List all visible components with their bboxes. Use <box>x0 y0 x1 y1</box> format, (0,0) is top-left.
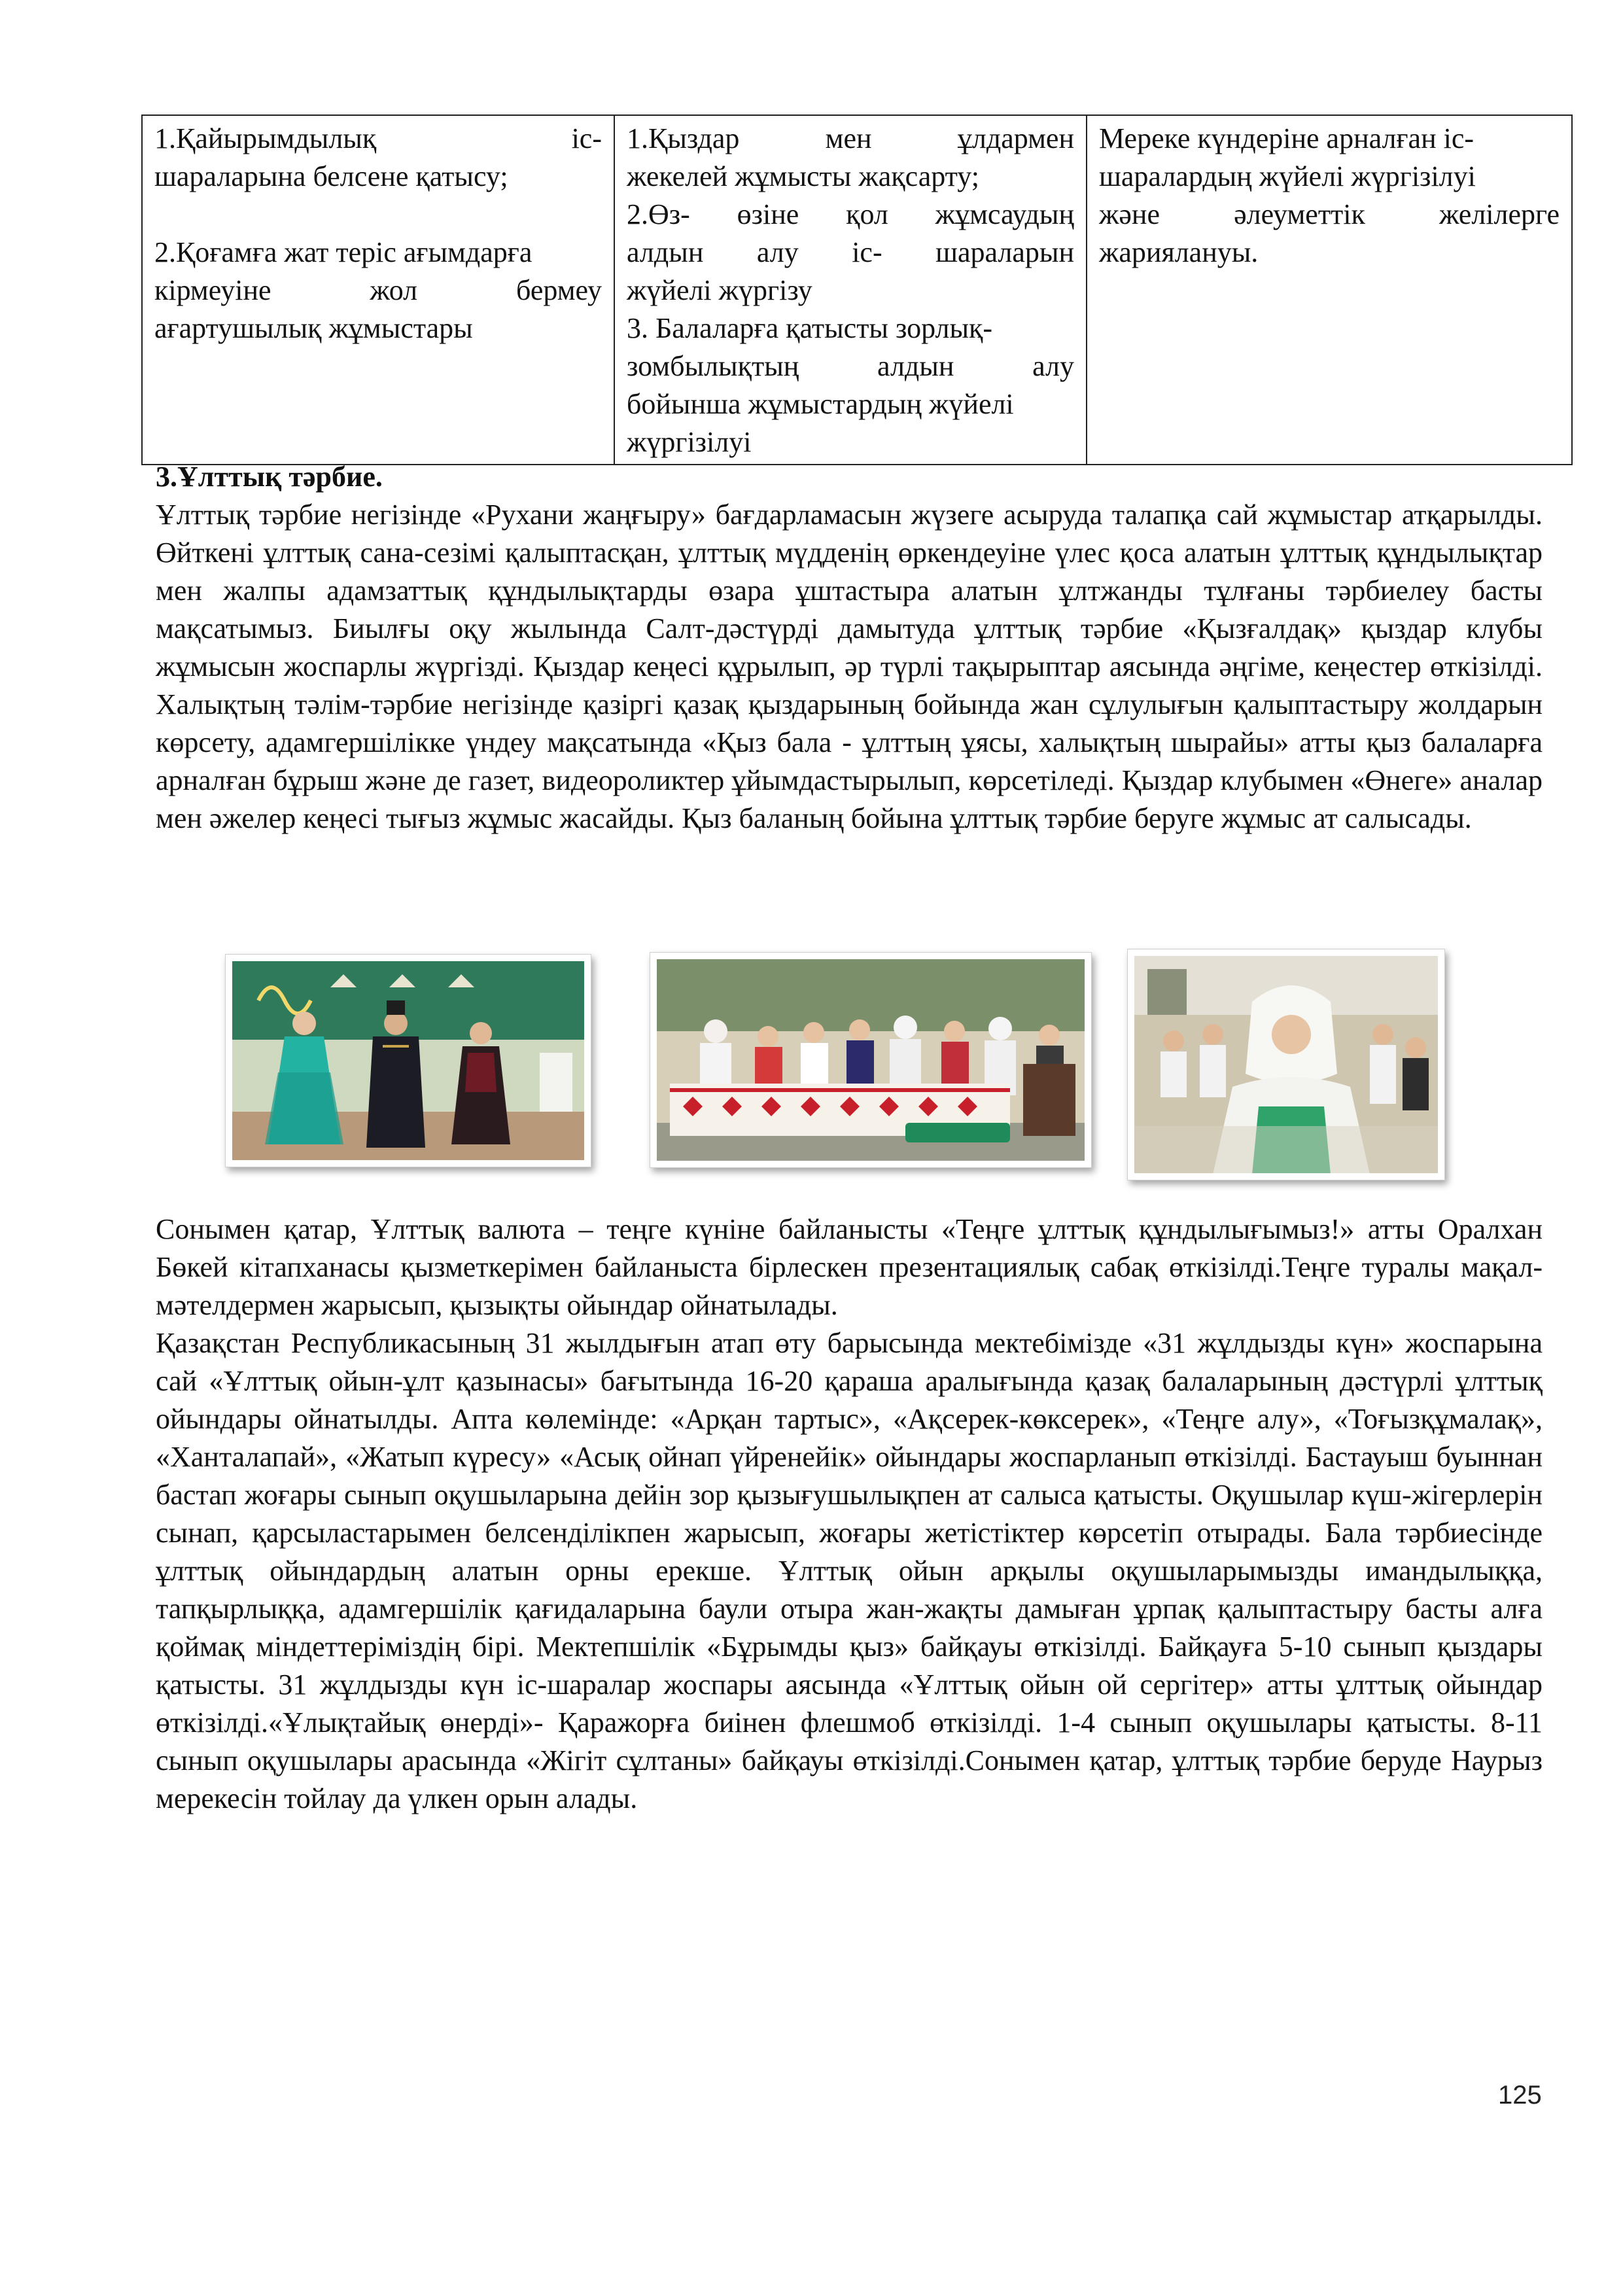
table-line: жекелей жұмысты жақсарту; <box>627 160 979 192</box>
table-line: 1.Қыздар мен ұлдармен <box>627 122 1074 154</box>
table-line: 2.Қоғамға жат теріс ағымдарға <box>154 236 532 268</box>
table-cell-results <box>1087 115 1572 465</box>
table-line: жүргізілуі <box>627 426 752 458</box>
section-heading: 3.Ұлттық тәрбие. <box>156 461 383 493</box>
photo-mothers-council <box>1127 949 1445 1180</box>
photo-stage-performance <box>225 954 591 1167</box>
table-row <box>142 115 1572 465</box>
page-number: 125 <box>1498 2081 1542 2110</box>
photo-girls-club-table <box>650 952 1092 1168</box>
table-line: 3. Балаларға қатысты зорлық- <box>627 312 993 344</box>
table-line: бойынша жұмыстардың жүйелі <box>627 388 1014 420</box>
table-line: және әлеуметтік желілерге <box>1099 198 1560 230</box>
table-line: 1.Қайырымдылық іс- <box>154 122 602 154</box>
table-line: зомбылықтың алдын алу <box>627 350 1074 382</box>
table-line: 2.Өз- өзіне қол жұмсаудың <box>627 198 1074 230</box>
paragraph-national-education: Ұлттық тәрбие негізінде «Рухани жаңғыру» бағдарламасын жүзеге асыруда талапқа сай жұмыстар атқарылды. Өйткені ұлттық сана-сезімі қалыптасқан, ұлттық мүдденің өркендеуіне үлес қоса алатын ұлттық құндылықтар мен жалпы адамзаттық құндылықтарды өзара ұштастыра алатын ұлтжанды тұлғаны тәрбиелеу басты мақсатымыз. Биылғы оқу жылында Салт-дәстүрді дамытуда ұлттық тәрбие «Қызғалдақ» қыздар клубы жұмысын жоспарлы жүргізді. Қыздар кеңесі құрылып, әр түрлі тақырыптар аясында әңгіме, кеңестер өткізілді. Халықтың тәлім-тәрбие негізінде қазіргі қазақ қыздарының бойында жан сұлулығын қалыптастыру жолдарын көрсету, адамгершілікке үндеу мақсатында «Қыз бала - ұлттың ұясы, халықтың шырайы» атты қыз балаларға арналған бұрыш және де газет, видеороликтер ұйымдастырылып, көрсетіледі. Қыздар клубымен «Өнеге» аналар мен әжелер кеңесі тығыз жұмыс жасайды. Қыз баланың бойына ұлттық тәрбие беруге жұмыс ат салысады. <box>156 499 1543 834</box>
table-line: жүйелі жүргізу <box>627 274 812 306</box>
table-line: шаралардың жүйелі жүргізілуі <box>1099 160 1476 192</box>
table-cell-events <box>142 115 614 465</box>
table-cell-work <box>614 115 1087 465</box>
table-line: шараларына белсене қатысу; <box>154 160 508 192</box>
table-line: алдын алу іс- шараларын <box>627 236 1074 268</box>
table-line: ағартушылық жұмыстары <box>154 312 473 344</box>
table-line: Мереке күндеріне арналған іс- <box>1099 122 1475 154</box>
table-line: жариялануы. <box>1099 236 1259 268</box>
paragraph-national-games: Қазақстан Республикасының 31 жылдығын атап өту барысында мектебімізде «31 жұлдызды күн» жоспарына сай «Ұлттық ойын-ұлт қазынасы» бағытында 16-20 қараша аралығында қазақ балаларының дәстүрлі ұлттық ойындары ойнатылды. Апта көлемінде: «Арқан тартыс», «Ақсерек-көксерек», «Теңге алу», «Тоғызқұмалақ», «Ханталапай», «Жатып күресу» «Асық ойнап үйренейік» ойындары жоспарланып өткізілді. Бастауыш буыннан бастап жоғары сынып оқушыларына дейін зор қызығушылықпен ат салыса қатысты. Оқушылар күш-жігерлерін сынап, қарсыластарымен белсенділікпен жарысып, жоғары жетістіктер көрсетіп отырады. Бала тәрбиесінде ұлттық ойындардың алатын орны ерекше. Ұлттық ойын арқылы оқушыларымызды имандылыққа, тапқырлыққа, адамгершілік қағидаларына баули отыра жан-жақты дамыған ұрпақ қалыптастыру басты алға қоймақ міндеттеріміздің бірі. Мектепшілік «Бұрымды қыз» байқауы өткізілді. Байқауға 5-10 сынып қыздары қатысты. 31 жұлдызды күн іс-шаралар жоспары аясында «Ұлттық ойын ой сергітер» атты ұлттық ойындар өткізілді.«Ұлықтайық өнерді»- Қаражорға биінен флешмоб өткізілді. 1-4 сынып оқушылары қатысты. 8-11 сынып оқушылары арасында «Жігіт сұлтаны» байқауы өткізілді.Сонымен қатар, ұлттық тәрбие беруде Наурыз мерекесін тойлау да үлкен орын алады. <box>156 1327 1543 1814</box>
plan-table <box>141 115 1573 465</box>
table-line: кірмеуіне жол бермеу <box>154 274 602 306</box>
paragraph-tenge-day: Сонымен қатар, Ұлттық валюта – теңге күніне байланысты «Теңге ұлттық құндылығымыз!» атты Оралхан Бөкей кітапханасы қызметкерімен байланыста бірлескен презентациялық сабақ өткізілді.Теңге туралы мақал- мәтелдермен жарысып, қызықты ойындар ойнатылады. <box>156 1213 1543 1321</box>
